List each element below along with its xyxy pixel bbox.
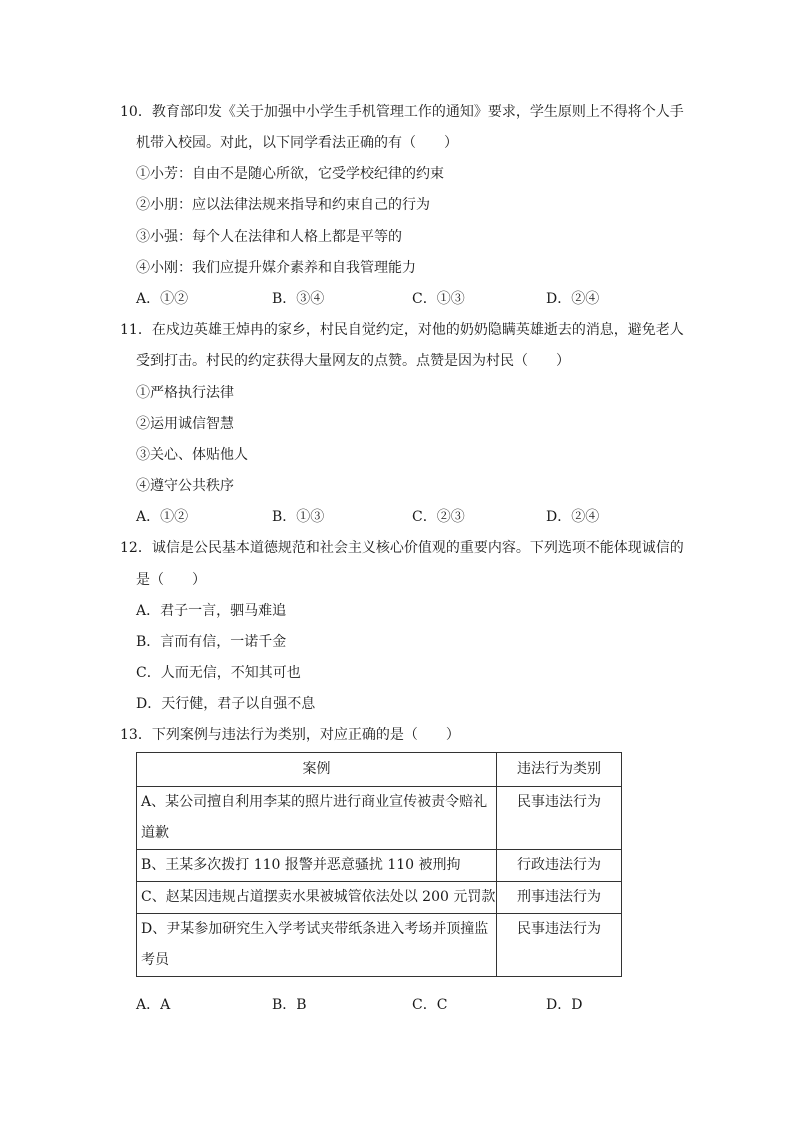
category-cell: 行政违法行为 [497, 850, 622, 882]
case-cell [137, 787, 497, 850]
category-cell: 民事违法行为 [497, 914, 622, 977]
q10-option-a: A．①② [136, 291, 189, 307]
category-cell: 刑事违法行为 [497, 882, 622, 914]
q12-option-c: C．人而无信，不知其可也 [136, 665, 301, 681]
category-cell: 民事违法行为 [497, 787, 622, 850]
q11-stem-line2: 受到打击。村民的约定获得大量网友的点赞。点赞是因为村民（ ） [136, 353, 570, 369]
q11-item-2: ②运用诚信智慧 [136, 416, 234, 432]
q13-option-b: B．B [272, 997, 307, 1013]
q10-option-d: D．②④ [546, 291, 600, 307]
q11-item-1: ①严格执行法律 [136, 385, 234, 401]
q11-option-d: D．②④ [546, 509, 600, 525]
q12-option-b: B．言而有信，一诺千金 [136, 634, 287, 650]
q10-item-1: ①小芳：自由不是随心所欲，它受学校纪律的约束 [136, 166, 444, 182]
q13-option-a: A．A [136, 997, 171, 1013]
table-row [137, 850, 622, 882]
q10-stem-line1: 10．教育部印发《关于加强中小学生手机管理工作的通知》要求，学生原则上不得将个人手 [120, 104, 684, 120]
q10-item-3: ③小强：每个人在法律和人格上都是平等的 [136, 229, 402, 245]
case-text-line1: A、某公司擅自利用李某的照片进行商业宣传被责令赔礼 [141, 794, 488, 810]
q11-item-4: ④遵守公共秩序 [136, 478, 234, 494]
q13-case-table [136, 752, 622, 977]
q13-option-d: D．D [546, 997, 583, 1013]
case-text-line2: 考员 [141, 952, 169, 968]
q10-stem-line2: 机带入校园。对此，以下同学看法正确的有（ ） [136, 135, 458, 151]
q12-stem-line2: 是（ ） [136, 572, 206, 588]
case-text-line1: B、王某多次拨打 110 报警并恶意骚扰 110 被刑拘 [141, 857, 461, 873]
table-row [137, 914, 622, 977]
case-text-line1: C、赵某因违规占道摆卖水果被城管依法处以 200 元罚款 [141, 889, 496, 905]
q12-option-a: A．君子一言，驷马难追 [136, 603, 287, 619]
q11-option-c: C．②③ [412, 509, 465, 525]
header-category: 违法行为类别 [497, 753, 622, 787]
table-row [137, 882, 622, 914]
case-cell [137, 914, 497, 977]
q10-item-2: ②小朋：应以法律法规来指导和约束自己的行为 [136, 197, 430, 213]
q10-option-c: C．①③ [412, 291, 465, 307]
q10-item-4: ④小刚：我们应提升媒介素养和自我管理能力 [136, 260, 416, 276]
q11-option-b: B．①③ [272, 509, 325, 525]
case-cell [137, 850, 497, 882]
table-row [137, 787, 622, 850]
q12-option-d: D．天行健，君子以自强不息 [136, 696, 316, 712]
case-cell [137, 882, 497, 914]
case-text-line1: D、尹某参加研究生入学考试夹带纸条进入考场并顶撞监 [141, 921, 489, 937]
q10-option-b: B．③④ [272, 291, 325, 307]
q11-option-a: A．①② [136, 509, 189, 525]
q11-stem-line1: 11．在戍边英雄王焯冉的家乡，村民自觉约定，对他的奶奶隐瞒英雄逝去的消息，避免老人 [120, 322, 684, 338]
q11-item-3: ③关心、体贴他人 [136, 447, 248, 463]
header-case: 案例 [137, 753, 497, 787]
q13-stem: 13．下列案例与违法行为类别，对应正确的是（ ） [120, 727, 460, 743]
q12-stem-line1: 12．诚信是公民基本道德规范和社会主义核心价值观的重要内容。下列选项不能体现诚信的 [120, 540, 684, 556]
q13-option-c: C．C [412, 997, 448, 1013]
case-text-line2: 道歉 [141, 825, 169, 841]
table-header-row [137, 753, 622, 787]
